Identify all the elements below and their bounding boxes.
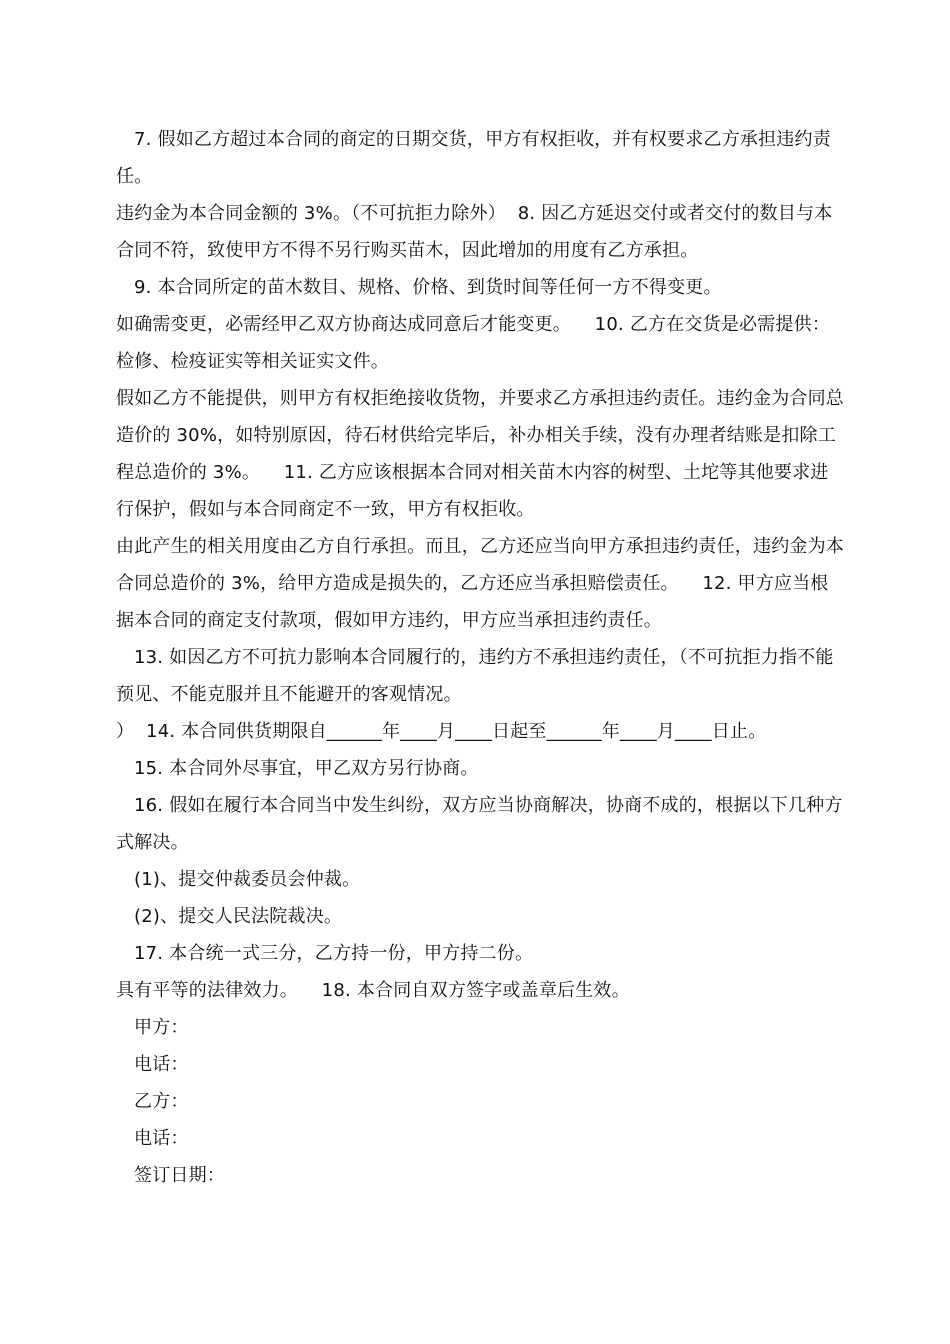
party-b-label: 乙方：: [134, 1091, 189, 1112]
clause-17: 17. 本合统一式三分，乙方持一份，甲方持二份。: [134, 943, 534, 964]
clause-14: ） 14. 本合同供货期限自______年____月____日起至______年____月____日止。: [116, 721, 767, 742]
clause-17-continued-clause-18: 具有平等的法律效力。 18. 本合同自双方签字或盖章后生效。: [116, 980, 630, 1001]
clause-16: 16. 假如在履行本合同当中发生纠纷，双方应当协商解决，协商不成的，根据以下几种方式解决。: [116, 795, 843, 853]
contract-body: [116, 121, 846, 1194]
party-b-phone-label: 电话：: [134, 1128, 189, 1149]
clause-7-continued-clause-8: 违约金为本合同金额的 3%。（不可抗拒力除外） 8. 因乙方延迟交付或者交付的数目与本合同不符，致使甲方不得不另行购买苗木，因此增加的用度有乙方承担。: [116, 203, 833, 261]
party-a-phone-label: 电话：: [134, 1054, 189, 1075]
clause-16-option-2: (2)、提交人民法院裁决。: [134, 906, 343, 927]
signing-date-label: 签订日期：: [134, 1165, 225, 1186]
clause-9: 9. 本合同所定的苗木数目、规格、价格、到货时间等任何一方不得变更。: [134, 277, 722, 298]
clause-7: 7. 假如乙方超过本合同的商定的日期交货，甲方有权拒收，并有权要求乙方承担违约责任。: [116, 129, 831, 187]
clause-15: 15. 本合同外尽事宜，甲乙双方另行协商。: [134, 758, 479, 779]
clause-10-continued-clause-11: 假如乙方不能提供，则甲方有权拒绝接收货物，并要求乙方承担违约责任。违约金为合同总造价的 30%，如特别原因，待石材供给完毕后，补办相关手续，没有办理者结账是扣除工程总造价的 3%。 11. 乙方应该根据本合同对相关苗木内容的树型、土坨等其他要求进行保护，假如与本合同商定不一致，甲方有权拒收。: [116, 388, 844, 520]
party-a-label: 甲方：: [134, 1017, 189, 1038]
clause-16-option-1: (1)、提交仲裁委员会仲裁。: [134, 869, 361, 890]
clause-13: 13. 如因乙方不可抗力影响本合同履行的，违约方不承担违约责任，（不可抗拒力指不能预见、不能克服并且不能避开的客观情况。: [116, 647, 834, 705]
clause-11-continued-clause-12: 由此产生的相关用度由乙方自行承担。而且，乙方还应当向甲方承担违约责任，违约金为本合同总造价的 3%，给甲方造成是损失的，乙方还应当承担赔偿责任。 12. 甲方应当根据本合同的商定支付款项，假如甲方违约，甲方应当承担违约责任。: [116, 536, 844, 631]
clause-9-continued-clause-10: 如确需变更，必需经甲乙双方协商达成同意后才能变更。 10. 乙方在交货是必需提供：检修、检疫证实等相关证实文件。: [116, 314, 831, 372]
